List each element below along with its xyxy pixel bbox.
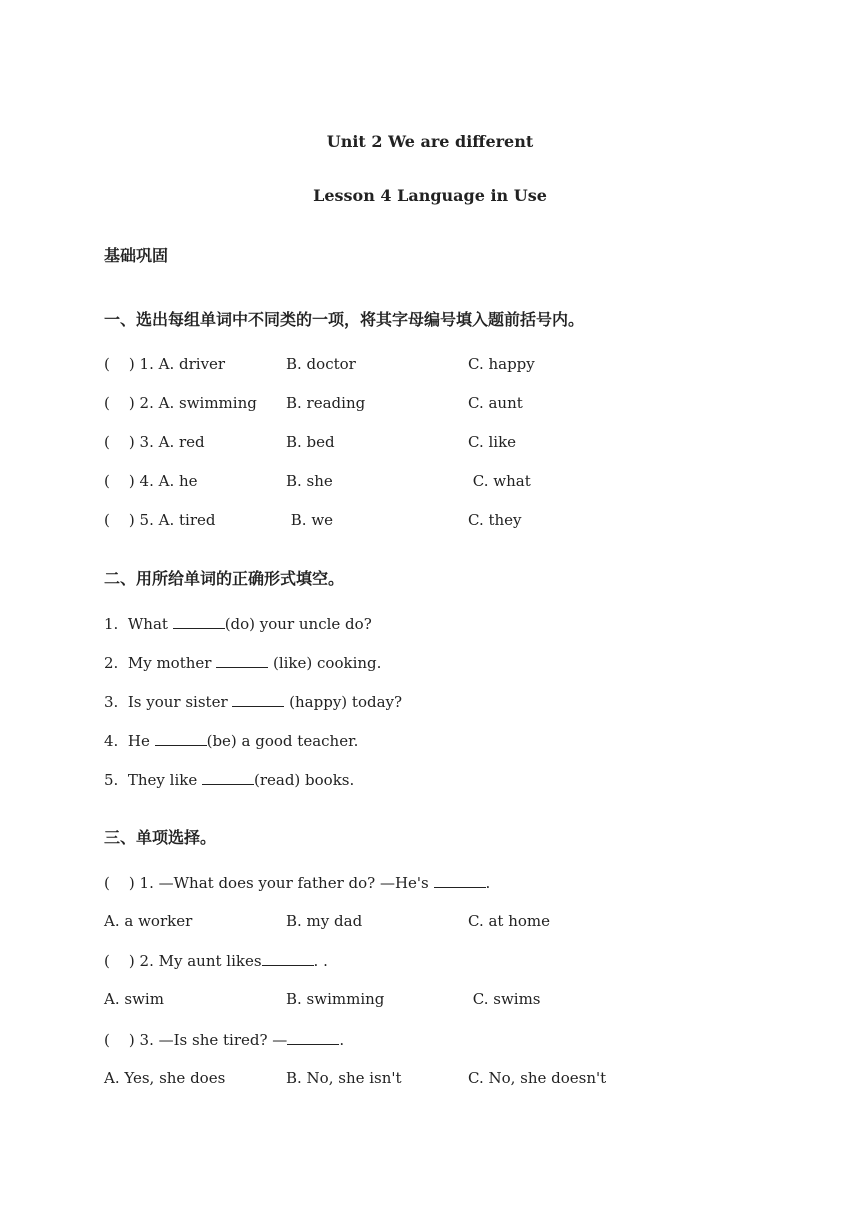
part1-option-a: ( ) 1. A. driver [104,355,226,373]
mcq-option-a: A. a worker [104,912,193,930]
part1-option-a: ( ) 2. A. swimming [104,394,257,412]
part1-option-b: B. she [286,472,333,490]
item-text-before: What [127,615,173,633]
part1-option-b: B. reading [286,394,366,412]
mcq-question [104,873,490,892]
part1-option-b: B. we [286,511,334,529]
mcq-option-c: C. No, she doesn't [468,1069,607,1087]
answer-blank[interactable] [202,770,254,785]
mcq-question [104,951,328,970]
part1-option-c: C. like [468,433,517,451]
item-text-before: Is your sister [127,693,233,711]
question-end: . [485,874,491,892]
question-text: ( ) 2. My aunt likes [104,952,262,970]
part1-option-c: C. happy [468,355,535,373]
fill-blank-item [104,731,358,750]
section-basic-heading: 基础巩固 [104,246,169,265]
worksheet-title: Unit 2 We are different [326,132,534,151]
part1-option-c: C. what [468,472,531,490]
mcq-option-a: A. swim [104,990,164,1008]
item-number: 5. [104,771,119,789]
item-number: 2. [104,654,119,672]
part1-option-a: ( ) 4. A. he [104,472,198,490]
part1-option-c: C. aunt [468,394,523,412]
mcq-option-c: C. swims [468,990,541,1008]
item-text-before: My mother [127,654,217,672]
part1-option-c: C. they [468,511,522,529]
mcq-option-a: A. Yes, she does [104,1069,226,1087]
part1-option-b: B. doctor [286,355,356,373]
item-text-after: (read) books. [253,771,355,789]
answer-blank[interactable] [262,951,314,966]
part1-option-a: ( ) 5. A. tired [104,511,216,529]
mcq-option-b: B. my dad [286,912,363,930]
answer-blank[interactable] [155,731,207,746]
item-text-before: He [127,732,155,750]
answer-blank[interactable] [287,1030,339,1045]
answer-blank[interactable] [216,653,268,668]
mcq-option-c: C. at home [468,912,551,930]
part3-heading: 三、单项选择。 [104,828,217,847]
mcq-option-b: B. swimming [286,990,385,1008]
item-text-before: They like [127,771,202,789]
item-number: 3. [104,693,119,711]
item-text-after: (like) cooking. [268,654,382,672]
mcq-option-b: B. No, she isn't [286,1069,402,1087]
answer-blank[interactable] [434,873,486,888]
part1-heading: 一、选出每组单词中不同类的一项，将其字母编号填入题前括号内。 [104,310,585,329]
fill-blank-item [104,614,372,633]
question-text: ( ) 1. —What does your father do? —He's [104,874,434,892]
fill-blank-item [104,770,354,789]
question-end: . [339,1031,345,1049]
item-text-after: (happy) today? [284,693,403,711]
fill-blank-item [104,692,402,711]
item-number: 1. [104,615,119,633]
question-text: ( ) 3. —Is she tired? — [104,1031,288,1049]
mcq-question [104,1030,344,1049]
fill-blank-item [104,653,381,672]
item-text-after: (be) a good teacher. [206,732,359,750]
answer-blank[interactable] [173,614,225,629]
item-text-after: (do) your uncle do? [224,615,372,633]
answer-blank[interactable] [232,692,284,707]
lesson-subtitle: Lesson 4 Language in Use [313,186,547,205]
part1-option-b: B. bed [286,433,335,451]
part1-option-a: ( ) 3. A. red [104,433,205,451]
question-end: . . [313,952,328,970]
part2-heading: 二、用所给单词的正确形式填空。 [104,569,345,588]
item-number: 4. [104,732,119,750]
